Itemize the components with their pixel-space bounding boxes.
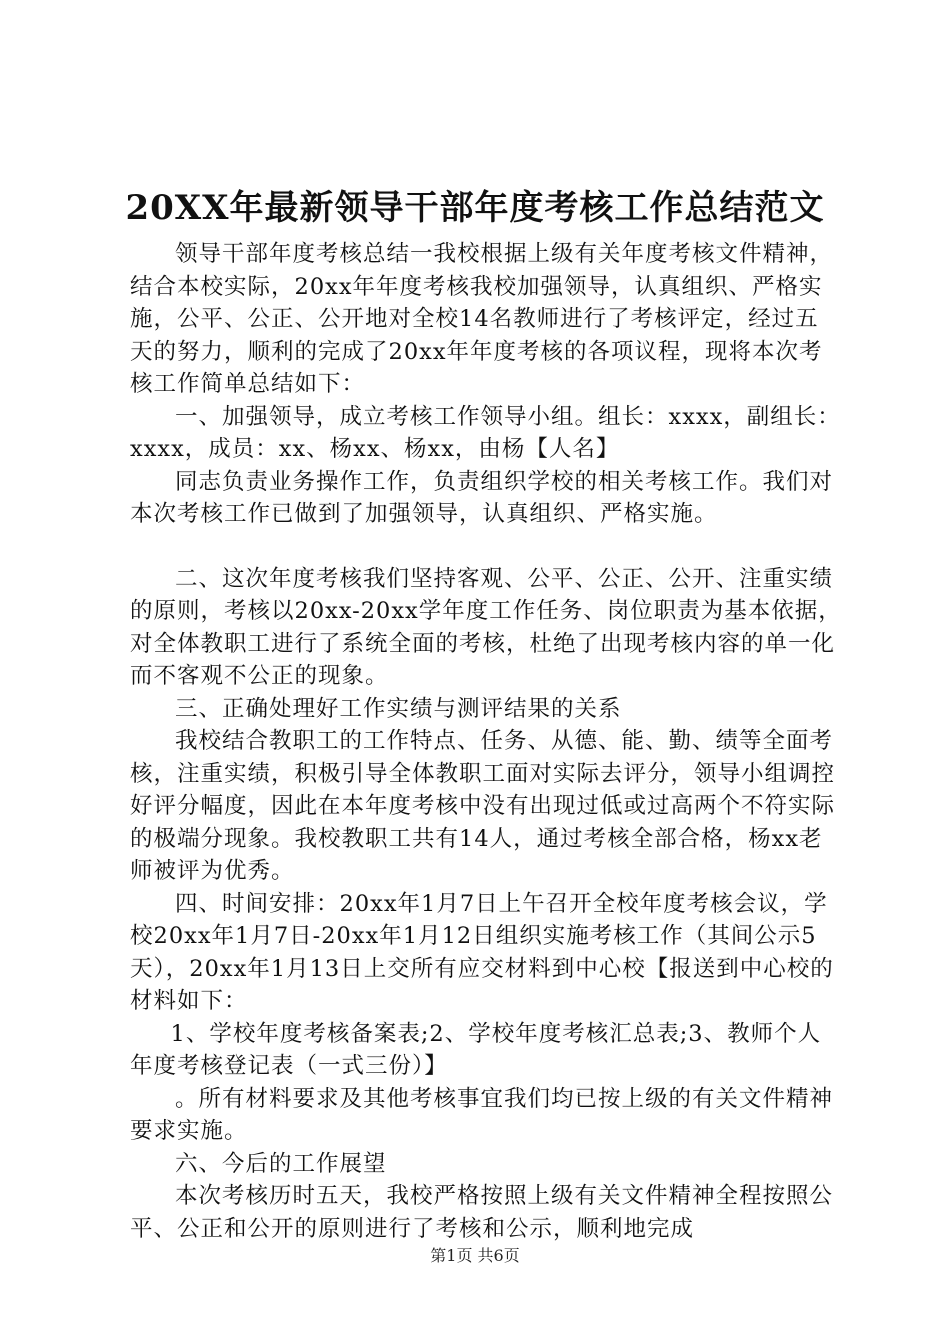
paragraph-materials-note: 。所有材料要求及其他考核事宜我们均已按上级的有关文件精神要求实施。: [130, 1085, 834, 1144]
page-footer: 第1页 共6页: [430, 1246, 520, 1265]
paragraph-section-1-continued: 同志负责业务操作工作，负责组织学校的相关考核工作。我们对本次考核工作已做到了加强领导，认真组织、严格实施。: [130, 468, 834, 527]
paragraph-section-3: 我校结合教职工的工作特点、任务、从德、能、勤、绩等全面考核，注重实绩，积极引导全体教职工面对实际去评分，领导小组调控好评分幅度，因此在本年度考核中没有出现过低或过高两个不符实际的极端分现象。我校教职工共有14人，通过考核全部合格，杨xx老师被评为优秀。: [130, 728, 836, 884]
document-body: [130, 238, 842, 1245]
paragraph-section-4: 四、时间安排：20xx年1月7日上午召开全校年度考核会议，学校20xx年1月7日-20xx年1月12日组织实施考核工作（其间公示5天），20xx年1月13日上交所有应交材料到中心校【报送到中心校的材料如下：: [130, 890, 834, 1014]
document-title: 20XX年最新领导干部年度考核工作总结范文: [125, 188, 825, 228]
paragraph-section-6: 本次考核历时五天，我校严格按照上级有关文件精神全程按照公平、公正和公开的原则进行了考核和公示，顺利地完成: [130, 1183, 834, 1242]
paragraph-section-1: 一、加强领导，成立考核工作领导小组。组长：xxxx，副组长：xxxx，成员：xx、杨xx、杨xx，由杨【人名】: [130, 403, 841, 462]
paragraph-section-3-heading: 三、正确处理好工作实绩与测评结果的关系: [175, 695, 622, 722]
paragraph-section-6-heading: 六、今后的工作展望: [175, 1150, 387, 1177]
paragraph-intro: 领导干部年度考核总结一我校根据上级有关年度考核文件精神，结合本校实际，20xx年年度考核我校加强领导，认真组织、严格实施，公平、公正、公开地对全校14名教师进行了考核评定，经过五天的努力，顺利的完成了20xx年年度考核的各项议程，现将本次考核工作简单总结如下：: [130, 241, 834, 397]
paragraph-section-2: 二、这次年度考核我们坚持客观、公平、公正、公开、注重实绩的原则，考核以20xx-20xx学年度工作任务、岗位职责为基本依据，对全体教职工进行了系统全面的考核，杜绝了出现考核内容的单一化而不客观不公正的现象。: [130, 565, 842, 689]
paragraph-materials-list: 1、学校年度考核备案表;2、学校年度考核汇总表;3、教师个人年度考核登记表（一式三份）】: [130, 1020, 822, 1079]
